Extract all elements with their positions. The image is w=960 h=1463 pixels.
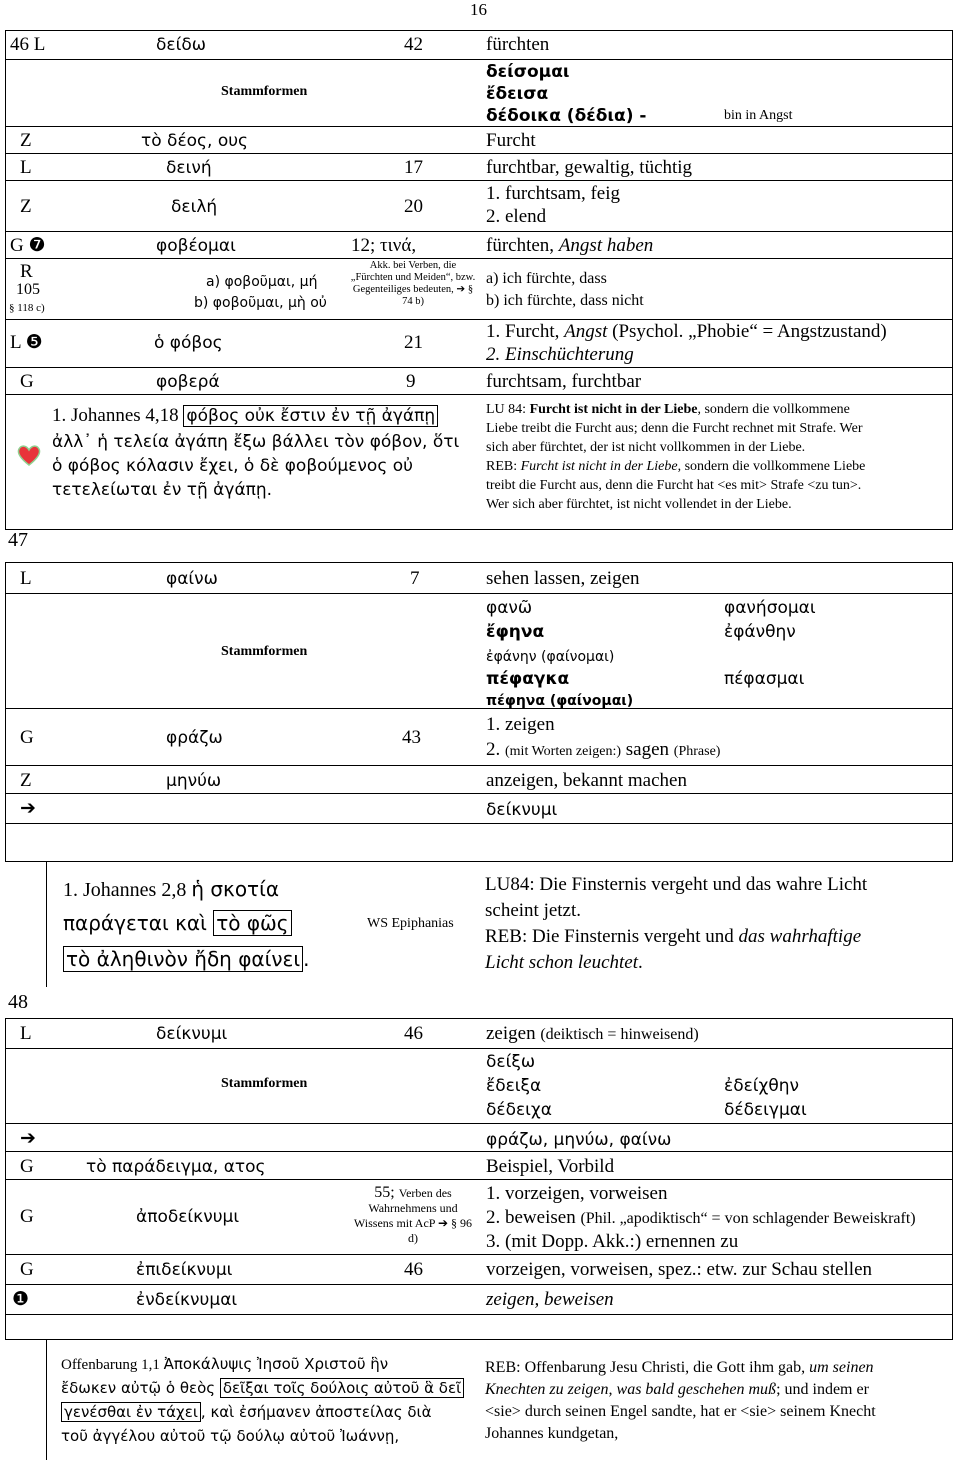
row-deos [6,126,952,154]
row-code: 105 [16,281,40,298]
verse-ref-text: 1. Johannes 2,8 [63,879,192,901]
verse-reference: Offenbarung 1,1 [61,1357,164,1373]
greek-headword: δείδω [156,35,206,55]
greek-verse-line [63,948,309,970]
row-code: Z [20,770,32,791]
translation-part: (Psychol. „Phobie“ = Angstzustand) [607,321,887,342]
cross-reference: φράζω, μηνύω, φαίνω [486,1130,672,1150]
translation: b) ich fürchte, dass nicht [486,292,644,309]
row-menuo [6,765,952,794]
row-code: G [20,1259,34,1280]
row-crossref-48 [6,1123,952,1152]
row-code: G ❼ [10,235,46,256]
row-code: Z [20,196,32,217]
row-epideiknymi [6,1254,952,1285]
principal-part: δείσομαι [486,62,570,82]
entry-table-48 [5,1018,953,1340]
translation: anzeigen, bekannt machen [486,770,687,791]
section-number: 48 [8,991,28,1013]
translation [486,1207,916,1229]
stammformen-label: Stammformen [221,644,308,659]
translation-part: 2. beweisen [486,1207,581,1228]
row-stammformen-46 [6,59,952,127]
section-number: 47 [8,529,28,551]
row-deiknymi-ref [6,793,952,824]
row-code: L [20,568,32,589]
row-paradeigma [6,1151,952,1180]
stammformen-label: Stammformen [221,1076,308,1091]
greek-verse-highlight: δεῖξαι τοῖς δούλοις αὐτοῦ ἃ δεῖ [220,1378,464,1398]
translation: 1. furchtsam, feig [486,183,621,204]
translation: zeigen, beweisen [486,1289,614,1310]
translation [486,739,720,761]
translation: furchtbar, gewaltig, tüchtig [486,157,693,178]
row-code: G [20,1156,34,1177]
greek-headword: μηνύω [166,771,222,791]
principal-part: ἐφάνην (φαίνομαι) [486,649,615,665]
greek-verse-line: ἀλλ᾽ ἡ τελεία ἀγάπη ἔξω βάλλει τὸν φόβον, ὅτι [52,432,460,452]
reb-translation [486,459,865,475]
verse-line [61,1377,464,1399]
grammar-reference: § 118 c) [9,302,45,314]
greek-verse-highlight: γενέσθαι ἐν τάχει [61,1402,201,1422]
principal-part: πέφασμαι [724,669,805,689]
principal-part: ἐφάνθην [724,622,796,642]
translation: 1. zeigen [486,714,555,735]
translation: Furcht [486,130,536,151]
greek-headword: ἀποδείκνυμι [136,1207,240,1227]
row-stammformen-47 [6,593,952,709]
translation: fürchten [486,34,550,55]
greek-verse: , καὶ ἐσήμανεν ἀποστείλας διὰ [200,1403,432,1421]
principal-part: δέδειχα [486,1100,552,1120]
row-phobeomai [6,231,952,259]
greek-verse: . [303,947,310,971]
translation: a) ich fürchte, dass [486,270,607,287]
reb-translation-line: treibt die Furcht aus, denn die Furcht hat <es mit> Strafe <zu tun>. [486,478,862,493]
cross-reference: δείκνυμι [486,800,558,820]
row-deile [6,180,952,232]
greek-headword: φράζω [166,728,223,748]
lu84-highlight: Furcht ist nicht in der Liebe [529,402,698,417]
verse-divider [46,1340,48,1460]
reb-translation-line: Wer sich aber fürchtet, ist nicht vollendet in der Liebe. [486,497,792,512]
greek-headword: φαίνω [166,569,218,589]
reb-highlight: Licht schon leuchtet [485,952,639,973]
grammar-note-text: Verben des Wahrnehmens und Wissens mit AcP ➔ § 96 d) [353,1186,473,1245]
principal-part: φανήσομαι [724,598,816,618]
lu84-text: , sondern die vollkommene [697,402,850,417]
verse-block-revelation-1-1 [5,1340,953,1460]
greek-headword: ὁ φόβος [154,333,223,353]
row-phrazo [6,708,952,766]
grammar-note: Akk. bei Verben, die „Fürchten und Meiden“, bzw. Gegenteiliges bedeuten, ➔ § 74 b) [350,260,476,307]
translation: 3. (mit Dopp. Akk.:) ernennen zu [486,1231,739,1252]
frequency-number: 46 [404,1023,423,1044]
row-apodeiknymi [6,1179,952,1255]
reb-text: ; und indem er [776,1381,869,1398]
greek-construction: a) φοβοῦμαι, μή [206,274,318,290]
frequency-number: 20 [404,196,423,217]
lu84-translation: LU84: Die Finsternis vergeht und das wahre Licht [485,874,868,895]
greek-headword: δείκνυμι [156,1024,228,1044]
greek-headword: φοβέομαι [156,236,236,256]
row-code: G [20,371,34,392]
row-code: L [20,1023,32,1044]
row-phobumai-me [6,258,952,320]
translation: Beispiel, Vorbild [486,1156,615,1177]
empty-row [6,823,952,864]
greek-verse: ἔδωκεν αὐτῷ ὁ θεὸς [61,1379,220,1397]
greek-verse-highlight: τὸ ἀληθινὸν ἤδη φαίνει [63,946,303,972]
stammformen-label: Stammformen [221,84,308,99]
reb-translation: Johannes kundgetan, [485,1425,619,1442]
reb-translation [485,1380,869,1399]
row-code: ❶ [12,1289,30,1310]
row-code: Z [20,130,32,151]
principal-part: ἔδειξα [486,1076,542,1096]
principal-part: πέφαγκα [486,669,570,689]
frequency-number: 43 [402,727,421,748]
translation: 2. elend [486,206,547,227]
principal-part: πέφηνα (φαίνομαι) [486,693,634,709]
empty-row [6,1314,952,1342]
reb-highlight: Knechten zu zeigen, was bald geschehen muß [485,1381,777,1398]
row-code: R [20,261,33,282]
reb-highlight: das wahrhaftige [738,926,862,947]
frequency-number: 42 [404,34,423,55]
greek-verse: παράγεται καὶ [63,911,214,935]
lu84-translation: scheint jetzt. [485,900,582,921]
verse-reference [52,405,438,427]
translation-part: Angst haben [558,235,654,256]
translation-part: sagen [621,739,674,760]
lu84-translation-line: sich aber fürchtet, der ist nicht vollkommen in der Liebe. [486,440,806,455]
frequency-number: 55; [374,1184,399,1201]
row-phobera [6,367,952,395]
translation [486,235,653,257]
translation: vorzeigen, vorweisen, spez.: etw. zur Schau stellen [486,1259,873,1280]
translation-part: 1. Furcht, [486,321,565,342]
greek-verse-line: ὁ φόβος κόλασιν ἔχει, ὁ δὲ φοβούμενος οὐ [52,456,413,476]
row-code: L ❺ [10,332,43,353]
verse-ref-text: 1. Johannes 4,18 [52,405,179,426]
grammar-note [349,1185,477,1246]
greek-headword: δεινή [166,158,212,178]
entry-table-46 [5,30,953,530]
page-number: 16 [470,0,487,19]
reb-text: REB: Die Finsternis vergeht und [485,926,739,947]
translation-part: (mit Worten zeigen:) [505,744,622,759]
translation: sehen lassen, zeigen [486,568,640,589]
verse-reference [63,878,279,901]
principal-part: ἔδεισα [486,84,549,104]
verse-line: τοῦ ἀγγέλου αὐτοῦ τῷ δούλῳ αὐτοῦ Ἰωάννῃ, [61,1427,400,1445]
row-phobos [6,319,952,368]
row-code: 46 L [10,34,46,55]
row-deido [6,31,952,59]
frequency-number: 9 [406,371,416,392]
greek-verse-highlight: τὸ φῶς [213,910,291,936]
lu84-translation [486,402,850,418]
verse-block-1john-2-8 [5,862,953,987]
entry-table-47 [5,562,953,862]
reb-translation [485,926,861,948]
arrow-icon: ➔ [20,1128,36,1149]
principal-part: δέδειγμαι [724,1100,807,1120]
frequency-number: 17 [404,157,423,178]
greek-construction: b) φοβοῦμαι, μὴ οὐ [194,295,327,311]
reb-translation [485,1358,874,1377]
greek-headword: δειλή [171,197,218,217]
principal-part: ἔφηνα [486,622,545,642]
verse-divider [46,862,48,987]
principal-part: ἐδείχθην [724,1076,800,1096]
reb-translation: <sie> durch seinen Engel sandte, hat er <sie> seinem Knecht [485,1403,876,1420]
row-code: G [20,1206,34,1227]
principal-part-note: bin in Angst [724,108,793,123]
reb-label: REB: [486,459,521,474]
row-deine [6,153,952,181]
row-code: L [20,157,32,178]
principal-part: δέδοικα (δέδια) - [486,106,647,126]
frequency-number: 21 [404,332,423,353]
frequency-number: 46 [404,1259,423,1280]
arrow-icon: ➔ [20,798,36,819]
reb-translation [485,952,643,974]
row-deiknymi [6,1019,952,1048]
reb-highlight: Furcht ist nicht in der Liebe [520,459,678,474]
reb-highlight: um seinen [809,1359,874,1376]
reb-text: REB: Offenbarung Jesu Christi, die Gott ihm gab, [485,1359,810,1376]
translation-part: (deiktisch = hinweisend) [540,1026,699,1043]
principal-part: δείξω [486,1052,536,1072]
reb-text: , sondern die vollkommene Liebe [677,459,866,474]
translation-part: zeigen [486,1023,541,1044]
translation-part: Angst [564,321,608,342]
heart-icon [16,443,42,467]
row-phaino [6,563,952,593]
translation-part: (Phrase) [673,744,721,759]
translation: 2. Einschüchterung [486,344,634,365]
greek-headword: ἐνδείκνυμαι [136,1290,238,1310]
row-endeiknymai [6,1284,952,1315]
greek-verse: ἡ σκοτία [191,877,280,901]
worship-note: WS Epiphanias [367,916,454,931]
greek-headword: τὸ δέος, ους [141,131,249,151]
reb-text: . [638,952,643,973]
translation-part: fürchten, [486,235,559,256]
verse-line [61,1353,388,1376]
translation [486,1023,699,1045]
principal-part: φανῶ [486,598,533,618]
verse-block-1john-4-18 [6,394,952,532]
lu84-label: LU 84: [486,402,530,417]
translation: furchtsam, furchtbar [486,371,642,392]
greek-headword: ἐπιδείκνυμι [136,1260,233,1280]
translation: 1. vorzeigen, vorweisen [486,1183,668,1204]
translation-part: (Phil. „apodiktisch“ = von schlagender Beweiskraft) [580,1210,916,1227]
greek-headword: φοβερά [156,372,220,392]
row-code: G [20,727,34,748]
row-stammformen-48 [6,1048,952,1124]
frequency-number: 12; τινά, [351,235,417,256]
translation [486,321,887,343]
greek-verse-line [63,912,292,934]
greek-headword: τὸ παράδειγμα, ατος [86,1157,266,1177]
lu84-translation-line: Liebe treibt die Furcht aus; denn die Furcht rechnet mit Strafe. Wer [486,421,863,436]
frequency-number: 7 [410,568,420,589]
verse-line [61,1401,432,1423]
greek-verse-line: τετελείωται ἐν τῇ ἀγάπῃ. [52,480,273,500]
greek-verse: Ἀποκάλυψις Ἰησοῦ Χριστοῦ ἣν [163,1355,389,1373]
translation-part: 2. [486,739,505,760]
greek-verse-highlight: φόβος οὐκ ἔστιν ἐν τῇ ἀγάπῃ [183,405,438,427]
